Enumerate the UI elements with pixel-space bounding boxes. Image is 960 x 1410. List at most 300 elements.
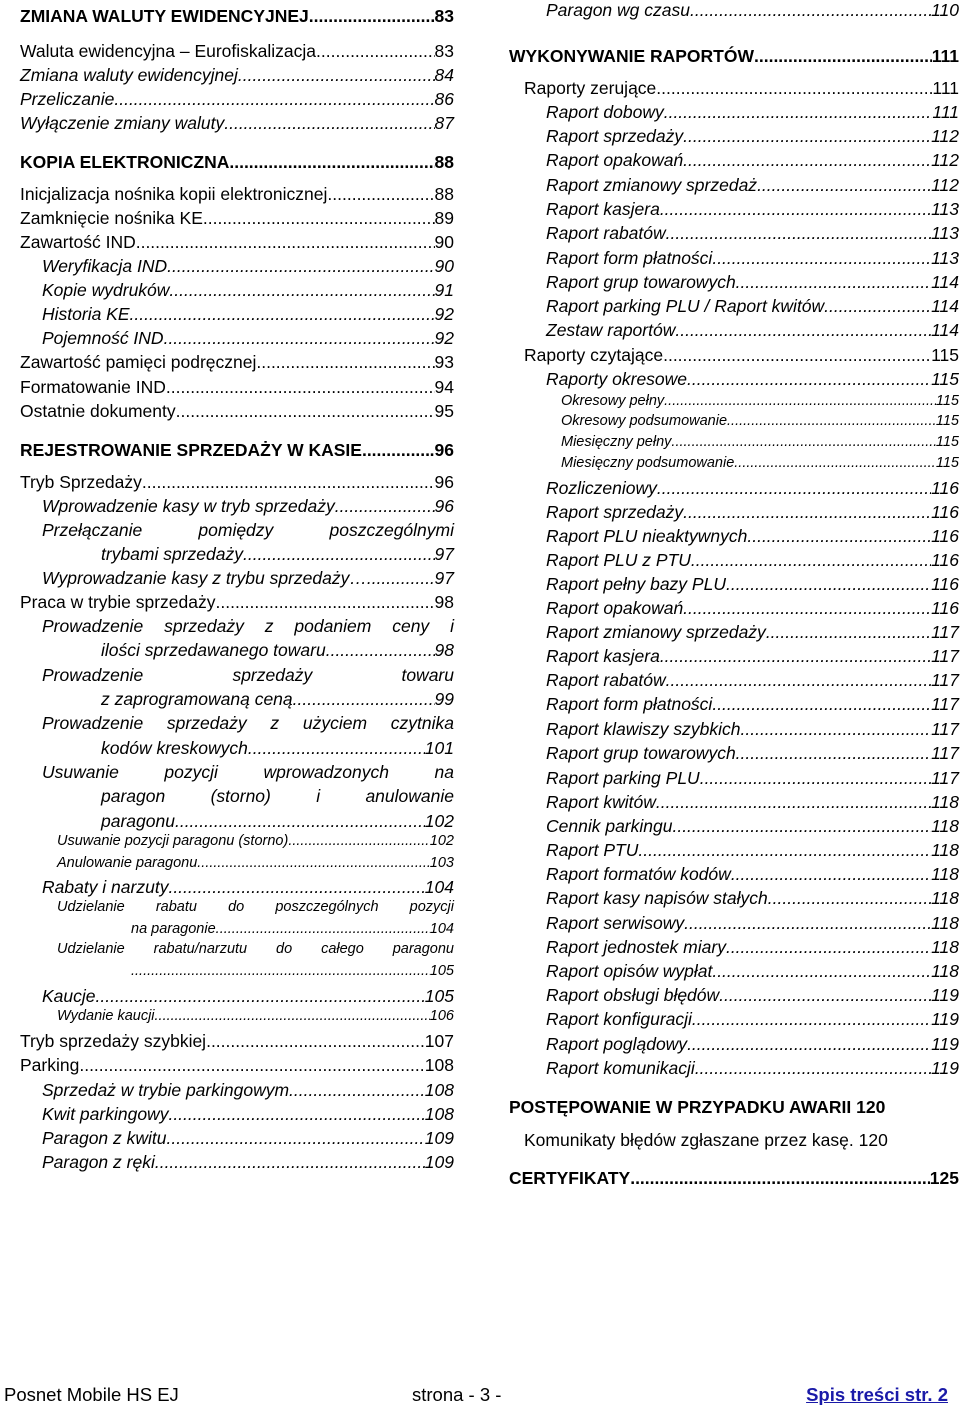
- toc-entry[interactable]: [20, 689, 454, 709]
- toc-entry[interactable]: [509, 1130, 959, 1150]
- toc-entry[interactable]: [20, 1080, 454, 1100]
- toc-dot-leader: [695, 1058, 931, 1078]
- toc-entry[interactable]: [509, 150, 959, 170]
- toc-entry-page: 117: [931, 768, 959, 788]
- toc-entry-label: Cennik parkingu: [546, 816, 673, 836]
- toc-entry-page: 115: [935, 413, 959, 429]
- toc-entry-page: 88: [434, 152, 454, 172]
- toc-entry-label: Raport grup towarowych: [546, 272, 736, 292]
- toc-entry-label: Raport kasjera: [546, 646, 660, 666]
- toc-entry-label: Formatowanie IND: [20, 377, 166, 397]
- toc-entry[interactable]: [20, 520, 454, 540]
- toc-entry-label: Paragon z kwitu: [42, 1128, 167, 1148]
- toc-entry-page: 118: [931, 961, 959, 981]
- toc-entry[interactable]: [509, 768, 959, 788]
- toc-entry[interactable]: [20, 280, 454, 300]
- toc-dot-leader: [757, 175, 931, 195]
- toc-dot-leader: [741, 719, 932, 739]
- toc-dot-leader: [164, 328, 435, 348]
- toc-entry-label: Wyłączenie zmiany waluty: [20, 113, 225, 133]
- toc-entry[interactable]: [509, 1009, 959, 1029]
- toc-dot-leader: [327, 184, 434, 204]
- toc-entry-page: 99: [434, 689, 454, 709]
- toc-entry[interactable]: [20, 1104, 454, 1124]
- toc-entry-page: 111: [932, 102, 959, 122]
- toc-entry[interactable]: [509, 296, 959, 316]
- toc-entry-page: 111: [932, 78, 959, 98]
- toc-entry[interactable]: [20, 89, 454, 109]
- toc-entry-label: Rabaty i narzuty: [42, 877, 169, 897]
- toc-entry-label: Raport dobowy: [546, 102, 664, 122]
- toc-dot-leader: [216, 921, 430, 938]
- toc-entry[interactable]: [509, 550, 959, 570]
- toc-entry[interactable]: [509, 719, 959, 739]
- toc-entry-page: 116: [931, 502, 959, 522]
- toc-entry[interactable]: [509, 102, 959, 122]
- toc-entry[interactable]: [509, 864, 959, 884]
- toc-entry-label: Wydanie kaucji: [57, 1008, 155, 1024]
- toc-entry[interactable]: [509, 345, 959, 365]
- toc-entry[interactable]: [20, 440, 454, 460]
- toc-entry-page: 118: [931, 840, 959, 860]
- toc-entry[interactable]: [20, 640, 454, 660]
- toc-dot-leader: [169, 280, 434, 300]
- toc-entry-page: 84: [434, 65, 454, 85]
- toc-dot-leader: [666, 670, 931, 690]
- toc-dot-leader: [683, 126, 931, 146]
- toc-entry-label: Paragon z ręki: [42, 1152, 155, 1172]
- toc-entry-label: Raport kasjera: [546, 199, 660, 219]
- toc-entry[interactable]: [20, 472, 454, 492]
- toc-entry[interactable]: [20, 208, 454, 228]
- toc-entry-label: CERTYFIKATY: [509, 1168, 631, 1188]
- toc-entry-page: 112: [931, 175, 959, 195]
- toc-entry-label: Raport parking PLU: [546, 768, 700, 788]
- toc-dot-leader: [168, 877, 424, 897]
- toc-dot-leader: [683, 502, 931, 522]
- toc-entry[interactable]: [20, 377, 454, 397]
- toc-entry-page: 93: [434, 352, 454, 372]
- toc-entry-label: REJESTROWANIE SPRZEDAŻY W KASIE.: [20, 440, 367, 460]
- toc-entry[interactable]: [20, 833, 454, 850]
- toc-dot-leader: [663, 345, 931, 365]
- toc-entry-label: Zawartość IND: [20, 232, 136, 252]
- toc-dot-leader: [726, 937, 931, 957]
- toc-entry-label: ZMIANA WALUTY EWIDENCYJNEJ: [20, 6, 309, 26]
- toc-entry[interactable]: [509, 622, 959, 642]
- toc-entry-label: Raport PLU nieaktywnych: [546, 526, 748, 546]
- toc-entry-page: 109: [424, 1152, 454, 1172]
- toc-entry[interactable]: [20, 65, 454, 85]
- toc-entry[interactable]: [509, 434, 959, 451]
- toc-dot-leader: [675, 320, 931, 340]
- toc-entry[interactable]: [20, 304, 454, 324]
- toc-entry-label: Raport sprzedaży: [546, 126, 684, 146]
- toc-dot-leader: [288, 833, 429, 850]
- toc-entry-label: Raport pełny bazy PLU: [546, 574, 726, 594]
- toc-dot-leader: [248, 738, 425, 758]
- toc-entry-page: 102: [424, 811, 454, 831]
- toc-entry[interactable]: [20, 899, 454, 916]
- toc-link[interactable]: Spis treści str. 2: [806, 1384, 948, 1405]
- toc-entry-label: Miesięczny podsumowanie: [561, 455, 735, 471]
- toc-dot-leader: [155, 1152, 425, 1172]
- toc-dot-leader: [727, 413, 936, 430]
- toc-entry-label: Raport form płatności: [546, 248, 713, 268]
- toc-entry-page: 114: [931, 296, 959, 316]
- toc-entry-label: paragonu: [101, 811, 175, 831]
- toc-entry[interactable]: [509, 574, 959, 594]
- toc-entry-label: Raport opakowań: [546, 598, 684, 618]
- toc-entry[interactable]: [509, 393, 959, 410]
- toc-entry-page: 119: [931, 985, 959, 1005]
- toc-entry[interactable]: [509, 598, 959, 618]
- toc-dot-leader: [197, 855, 430, 872]
- toc-dot-leader: [664, 102, 933, 122]
- toc-dot-leader: [630, 1168, 930, 1188]
- toc-entry[interactable]: [509, 840, 959, 860]
- toc-entry[interactable]: [509, 961, 959, 981]
- toc-entry-page: 118: [931, 792, 959, 812]
- toc-entry[interactable]: [509, 272, 959, 292]
- toc-entry-label: Sprzedaż w trybie parkingowym: [42, 1080, 290, 1100]
- toc-entry-label: Raport konfiguracji: [546, 1009, 692, 1029]
- toc-entry[interactable]: [20, 152, 454, 172]
- toc-dot-leader: [131, 963, 430, 980]
- toc-entry[interactable]: [20, 963, 454, 980]
- toc-entry-label: Praca w trybie sprzedaży: [20, 592, 216, 612]
- toc-entry-page: 117: [931, 670, 959, 690]
- toc-entry[interactable]: [509, 913, 959, 933]
- footer-document-title: Posnet Mobile HS EJ: [4, 1384, 179, 1405]
- toc-entry-label: Wyprowadzanie kasy z trybu sprzedaży…: [42, 568, 367, 588]
- toc-entry[interactable]: [20, 786, 454, 806]
- toc-entry[interactable]: [20, 665, 454, 685]
- toc-entry[interactable]: [20, 1152, 454, 1172]
- toc-entry-page: 118: [931, 864, 959, 884]
- toc-entry-page: 113: [931, 199, 959, 219]
- toc-entry-page: 96: [434, 496, 454, 516]
- toc-entry[interactable]: [20, 592, 454, 612]
- toc-entry-page: 117: [931, 646, 959, 666]
- toc-entry-label: Zawartość pamięci podręcznej: [20, 352, 257, 372]
- toc-entry[interactable]: [509, 1097, 959, 1117]
- toc-entry-label: Anulowanie paragonu: [57, 855, 198, 871]
- toc-entry[interactable]: [509, 413, 959, 430]
- toc-dot-leader: [79, 1055, 424, 1075]
- toc-dot-leader: [167, 256, 434, 276]
- toc-entry[interactable]: [20, 1031, 454, 1051]
- toc-entry-label: Ostatnie dokumenty: [20, 401, 176, 421]
- toc-entry-label: Raporty zerujące: [524, 78, 657, 98]
- toc-dot-leader: [256, 352, 434, 372]
- toc-dot-leader: [712, 248, 931, 268]
- toc-entry[interactable]: [20, 616, 454, 636]
- toc-entry-label: Raport obsługi błędów: [546, 985, 720, 1005]
- toc-entry[interactable]: [20, 568, 454, 588]
- toc-entry[interactable]: [509, 646, 959, 666]
- toc-dot-leader: [683, 598, 931, 618]
- toc-entry-page: 92: [434, 304, 454, 324]
- toc-dot-leader: [175, 811, 425, 831]
- toc-entry[interactable]: [20, 986, 454, 1006]
- toc-entry-label: Kaucje: [42, 986, 96, 1006]
- toc-entry-label: Raport zmianowy sprzedaż: [546, 175, 758, 195]
- toc-dot-leader: [367, 440, 430, 460]
- toc-entry[interactable]: [20, 738, 454, 758]
- toc-entry-label: Zestaw raportów: [546, 320, 676, 340]
- toc-dot-leader: [206, 1031, 425, 1051]
- toc-dot-leader: [142, 472, 435, 492]
- toc-entry[interactable]: [509, 526, 959, 546]
- toc-entry-page: 115: [935, 455, 959, 471]
- toc-entry[interactable]: [20, 921, 454, 938]
- toc-dot-leader: [309, 6, 435, 26]
- toc-entry[interactable]: [509, 455, 959, 472]
- toc-entry-label: Raport rabatów: [546, 223, 666, 243]
- toc-entry[interactable]: [20, 1008, 454, 1025]
- toc-entry[interactable]: [20, 762, 454, 782]
- toc-entry-page: 107: [424, 1031, 454, 1051]
- toc-dot-leader: [660, 646, 931, 666]
- toc-entry-label: Komunikaty błędów zgłaszane przez kasę. 120: [524, 1130, 888, 1150]
- toc-entry[interactable]: [509, 816, 959, 836]
- toc-dot-leader: [719, 985, 931, 1005]
- toc-dot-leader: [684, 913, 931, 933]
- toc-entry-page: 101: [424, 738, 454, 758]
- toc-entry-page: 115: [935, 393, 959, 409]
- toc-entry-label: Rozliczeniowy: [546, 478, 657, 498]
- toc-dot-leader: [690, 0, 931, 20]
- toc-entry[interactable]: [509, 670, 959, 690]
- toc-entry-page: 97: [434, 544, 454, 564]
- toc-entry-label: Parking: [20, 1055, 80, 1075]
- toc-entry[interactable]: [20, 256, 454, 276]
- toc-entry-label: Prowadzenie sprzedaży towaru: [42, 665, 454, 685]
- toc-entry-page: 116: [931, 478, 959, 498]
- toc-entry-label: Paragon wg czasu: [546, 0, 690, 20]
- toc-entry[interactable]: [509, 46, 959, 66]
- toc-entry[interactable]: [20, 496, 454, 516]
- toc-entry-label: Waluta ewidencyjna – Eurofiskalizacja: [20, 41, 317, 61]
- toc-entry-page: 105: [429, 963, 454, 979]
- toc-entry[interactable]: [20, 184, 454, 204]
- toc-entry-page: 117: [931, 694, 959, 714]
- toc-entry[interactable]: [20, 1055, 454, 1075]
- toc-dot-leader: [96, 986, 425, 1006]
- toc-dot-leader: [700, 768, 931, 788]
- toc-dot-leader: [766, 622, 931, 642]
- toc-entry[interactable]: [20, 328, 454, 348]
- toc-dot-leader: [692, 1009, 931, 1029]
- toc-dot-leader: [316, 41, 435, 61]
- toc-entry-page: 111: [931, 46, 959, 66]
- toc-dot-leader: [736, 743, 931, 763]
- toc-entry-label: Raport jednostek miary: [546, 937, 726, 957]
- toc-dot-leader: [666, 223, 931, 243]
- toc-dot-leader: [130, 304, 435, 324]
- toc-entry-label: Raporty okresowe: [546, 369, 688, 389]
- toc-entry-page: 118: [931, 816, 959, 836]
- toc-dot-leader: [824, 296, 931, 316]
- toc-entry[interactable]: [509, 369, 959, 389]
- toc-dot-leader: [747, 526, 931, 546]
- toc-entry-label: kodów kreskowych: [101, 738, 248, 758]
- toc-entry[interactable]: [20, 401, 454, 421]
- toc-entry-label: Wprowadzenie kasy w tryb sprzedaży: [42, 496, 335, 516]
- footer-page-number: strona - 3 -: [412, 1384, 502, 1405]
- toc-entry-label: na paragonie: [131, 921, 216, 937]
- toc-entry-page: 115: [931, 369, 959, 389]
- toc-entry[interactable]: [509, 937, 959, 957]
- toc-entry-page: 115: [935, 434, 959, 450]
- toc-entry[interactable]: [509, 478, 959, 498]
- toc-dot-leader: [638, 840, 931, 860]
- toc-entry[interactable]: [509, 248, 959, 268]
- toc-entry-page: 102: [429, 833, 454, 849]
- toc-dot-leader: [224, 113, 434, 133]
- toc-entry-label: Okresowy pełny: [561, 393, 665, 409]
- toc-entry[interactable]: [20, 41, 454, 61]
- toc-entry-page: 105: [424, 986, 454, 1006]
- toc-entry[interactable]: [20, 544, 454, 564]
- toc-entry-page: 89: [434, 208, 454, 228]
- toc-entry-page: 94: [434, 377, 454, 397]
- toc-entry-label: Raport opakowań: [546, 150, 684, 170]
- toc-entry-page: 83: [434, 41, 454, 61]
- toc-dot-leader: [660, 199, 931, 219]
- toc-entry[interactable]: [20, 811, 454, 831]
- toc-entry-page: 114: [931, 272, 959, 292]
- toc-entry-page: 117: [931, 719, 959, 739]
- toc-dot-leader: [712, 694, 931, 714]
- toc-entry-page: 116: [931, 574, 959, 594]
- toc-entry-page: 86: [434, 89, 454, 109]
- toc-dot-leader: [155, 1008, 430, 1025]
- toc-dot-leader: [167, 1128, 425, 1148]
- toc-entry-page: .96: [429, 440, 454, 460]
- toc-entry-page: 97: [434, 568, 454, 588]
- toc-entry-label: paragon (storno) i anulowanie: [101, 786, 454, 806]
- toc-entry[interactable]: [509, 126, 959, 146]
- toc-entry[interactable]: [509, 199, 959, 219]
- toc-entry[interactable]: [20, 855, 454, 872]
- toc-entry-label: Raport serwisowy: [546, 913, 685, 933]
- toc-entry-page: 108: [424, 1055, 454, 1075]
- toc-dot-leader: [768, 888, 931, 908]
- toc-dot-leader: [671, 434, 935, 451]
- toc-dot-leader: [687, 1034, 931, 1054]
- toc-entry-label: Udzielanie rabatu/narzutu do całego paragonu: [57, 941, 454, 957]
- toc-entry-label: Pojemność IND: [42, 328, 164, 348]
- toc-entry[interactable]: [509, 743, 959, 763]
- toc-entry-label: Tryb Sprzedaży: [20, 472, 142, 492]
- toc-entry[interactable]: [20, 352, 454, 372]
- toc-entry-label: Raport PLU z PTU: [546, 550, 691, 570]
- toc-entry[interactable]: [509, 1168, 959, 1188]
- toc-dot-leader: [136, 232, 435, 252]
- toc-entry-page: 116: [931, 550, 959, 570]
- toc-entry-page: 112: [931, 150, 959, 170]
- toc-entry-page: 112: [931, 126, 959, 146]
- toc-dot-leader: [216, 592, 435, 612]
- toc-dot-leader: [293, 689, 435, 709]
- toc-entry-label: WYKONYWANIE RAPORTÓW: [509, 46, 754, 66]
- toc-entry-page: 125: [929, 1168, 959, 1188]
- toc-entry[interactable]: [20, 941, 454, 958]
- toc-entry-page: 95: [434, 401, 454, 421]
- toc-entry[interactable]: [509, 1058, 959, 1078]
- toc-entry-label: POSTĘPOWANIE W PRZYPADKU AWARII 120: [509, 1097, 886, 1117]
- toc-entry-label: ilości sprzedawanego towaru: [101, 640, 326, 660]
- toc-dot-leader: [726, 574, 931, 594]
- toc-entry-label: Raport rabatów: [546, 670, 666, 690]
- toc-entry[interactable]: [509, 320, 959, 340]
- toc-entry-page: 108: [424, 1080, 454, 1100]
- toc-dot-leader: [166, 377, 435, 397]
- toc-entry-label: KOPIA ELEKTRONICZNA: [20, 152, 230, 172]
- toc-dot-leader: [731, 864, 931, 884]
- toc-entry-page: 88: [434, 184, 454, 204]
- toc-entry[interactable]: [509, 223, 959, 243]
- toc-entry-label: Raport grup towarowych: [546, 743, 736, 763]
- toc-entry-label: Prowadzenie sprzedaży z użyciem czytnika: [42, 713, 454, 733]
- toc-dot-leader: [238, 65, 435, 85]
- toc-entry-label: Raport form płatności: [546, 694, 713, 714]
- toc-entry-label: Miesięczny pełny: [561, 434, 672, 450]
- toc-entry-page: 117: [931, 743, 959, 763]
- toc-dot-leader: [754, 46, 932, 66]
- toc-entry[interactable]: [20, 113, 454, 133]
- toc-entry-page: 118: [931, 913, 959, 933]
- toc-entry-label: Zamknięcie nośnika KE: [20, 208, 203, 228]
- toc-entry-label: Tryb sprzedaży szybkiej: [20, 1031, 207, 1051]
- toc-entry[interactable]: [509, 0, 959, 20]
- toc-entry-page: 116: [931, 526, 959, 546]
- toc-dot-leader: [289, 1080, 425, 1100]
- toc-entry[interactable]: [509, 1034, 959, 1054]
- toc-entry[interactable]: [509, 694, 959, 714]
- toc-entry-page: 113: [931, 223, 959, 243]
- toc-entry[interactable]: [509, 888, 959, 908]
- toc-entry-label: Raport opisów wypłat: [546, 961, 713, 981]
- toc-entry-page: 103: [429, 855, 454, 871]
- toc-dot-leader: [114, 89, 434, 109]
- toc-entry-label: Usuwanie pozycji paragonu (storno): [57, 833, 289, 849]
- toc-dot-leader: [664, 393, 936, 410]
- toc-entry[interactable]: [20, 6, 454, 26]
- toc-entry[interactable]: [20, 1128, 454, 1148]
- toc-entry-label: Udzielanie rabatu do poszczególnych pozycji: [57, 899, 454, 915]
- toc-entry-label: Raport klawiszy szybkich: [546, 719, 741, 739]
- toc-entry[interactable]: [20, 877, 454, 897]
- toc-entry-label: Raport kwitów: [546, 792, 656, 812]
- toc-entry[interactable]: [509, 502, 959, 522]
- toc-entry[interactable]: [509, 175, 959, 195]
- toc-entry-page: 117: [931, 622, 959, 642]
- toc-entry-label: Raport zmianowy sprzedaży: [546, 622, 766, 642]
- toc-entry-label: Raport PTU: [546, 840, 639, 860]
- toc-entry[interactable]: [20, 232, 454, 252]
- toc-dot-leader: [229, 152, 434, 172]
- toc-entry[interactable]: [20, 713, 454, 733]
- toc-entry[interactable]: [509, 792, 959, 812]
- toc-entry[interactable]: [509, 78, 959, 98]
- toc-dot-leader: [672, 816, 931, 836]
- toc-entry[interactable]: [509, 985, 959, 1005]
- toc-entry-page: 118: [931, 937, 959, 957]
- toc-entry-page: 115: [931, 345, 959, 365]
